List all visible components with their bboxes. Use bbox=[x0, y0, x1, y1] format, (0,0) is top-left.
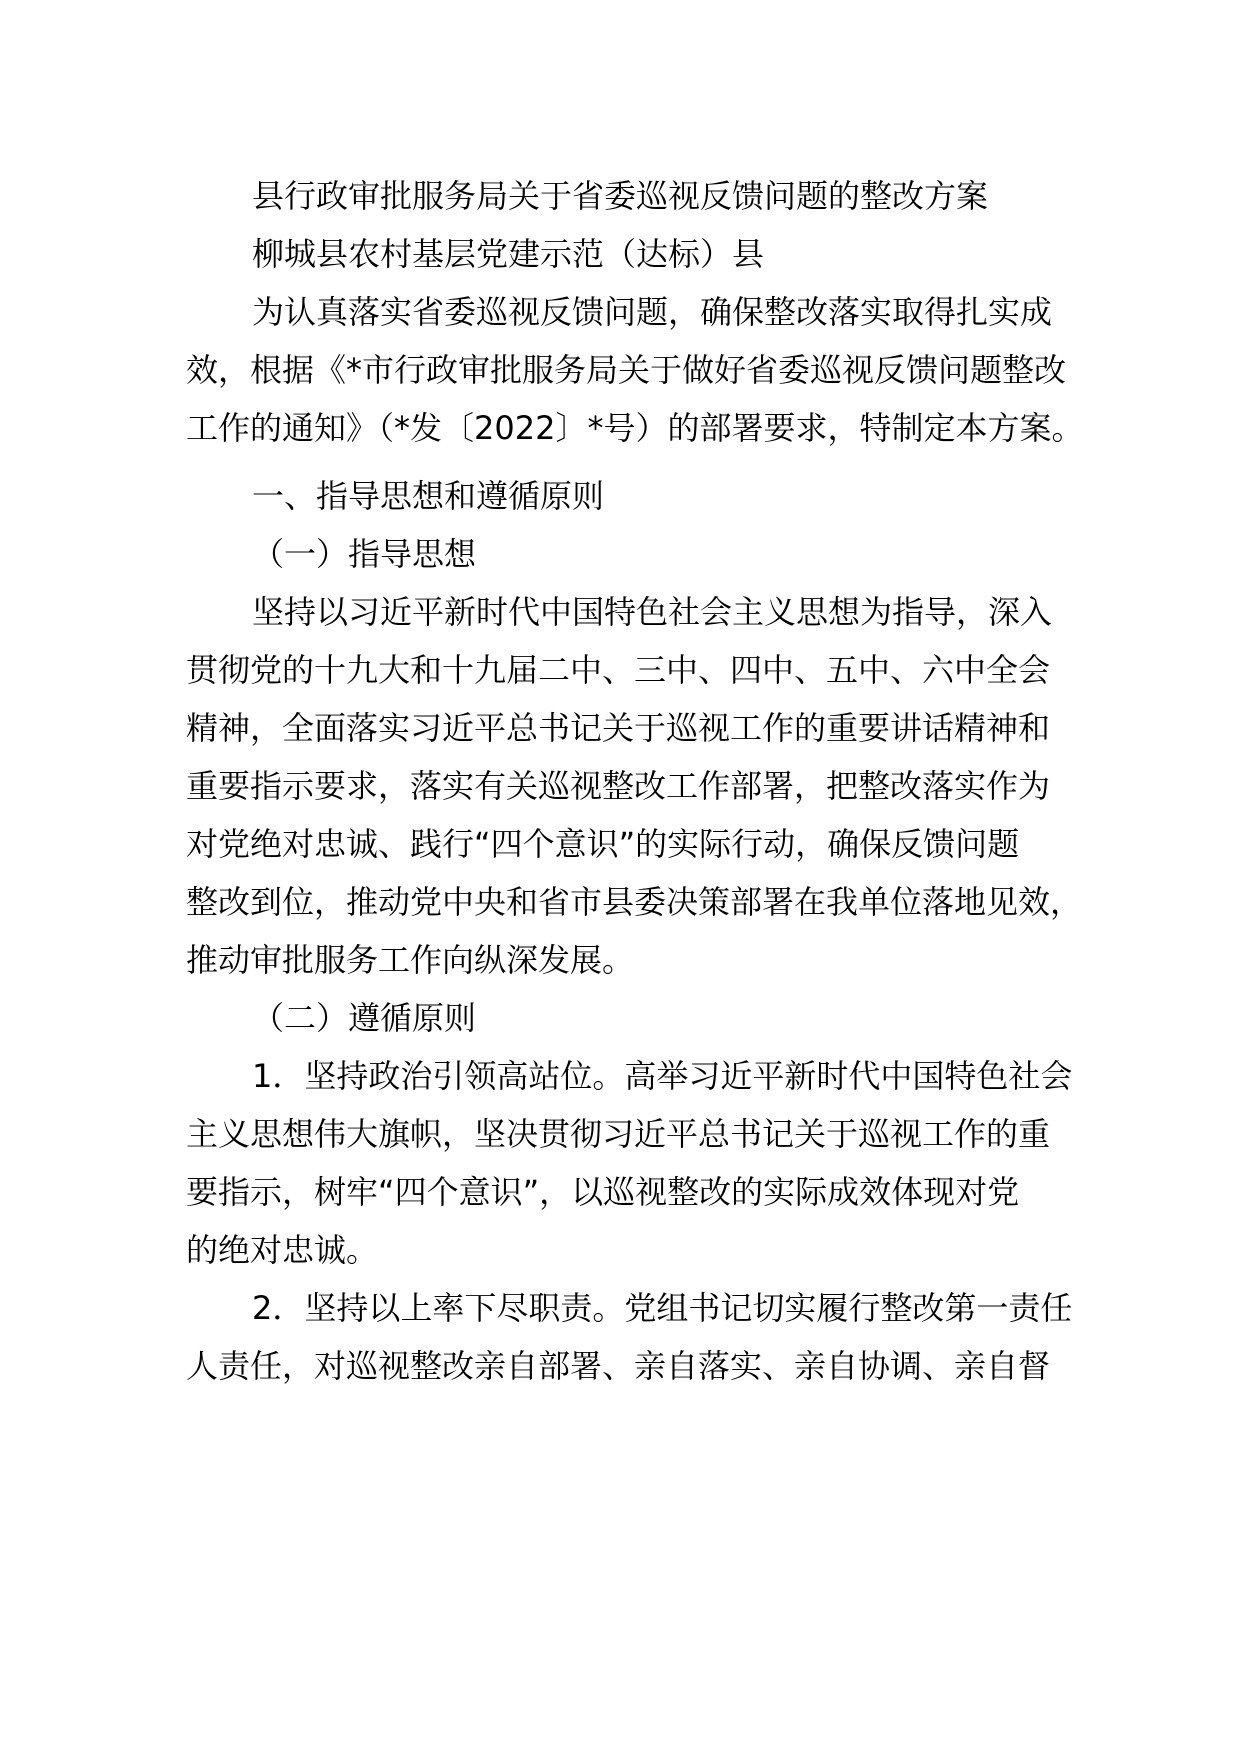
body-line: 推动审批服务工作向纵深发展。 bbox=[186, 941, 635, 979]
principle-line: 主义思想伟大旗帜，坚决贯彻习近平总书记关于巡视工作的重 bbox=[186, 1115, 1051, 1153]
body-line: 重要指示要求，落实有关巡视整改工作部署，把整改落实作为 bbox=[186, 767, 1051, 805]
subsection-heading: （二）遵循原则 bbox=[252, 999, 477, 1037]
principle-line: 2．坚持以上率下尽职责。党组书记切实履行整改第一责任 bbox=[252, 1289, 1073, 1327]
body-line: 精神，全面落实习近平总书记关于巡视工作的重要讲话精神和 bbox=[186, 709, 1051, 747]
body-line: 整改到位，推动党中央和省市县委决策部署在我单位落地见效， bbox=[186, 883, 1083, 921]
body-line: 对党绝对忠诚、践行“四个意识”的实际行动，确保反馈问题 bbox=[186, 825, 1020, 863]
intro-line: 效，根据《*市行政审批服务局关于做好省委巡视反馈问题整改 bbox=[186, 351, 1067, 389]
subsection-heading: （一）指导思想 bbox=[252, 535, 477, 573]
principle-line: 1．坚持政治引领高站位。高举习近平新时代中国特色社会 bbox=[252, 1057, 1073, 1095]
principle-line: 的绝对忠诚。 bbox=[186, 1231, 379, 1269]
principle-line: 要指示，树牢“四个意识”，以巡视整改的实际成效体现对党 bbox=[186, 1173, 1020, 1211]
body-line: 贯彻党的十九大和十九届二中、三中、四中、五中、六中全会 bbox=[186, 651, 1051, 689]
intro-line: 工作的通知》（*发〔2022〕*号）的部署要求，特制定本方案。 bbox=[186, 409, 1084, 447]
document-title: 县行政审批服务局关于省委巡视反馈问题的整改方案 bbox=[252, 177, 989, 215]
body-line: 坚持以习近平新时代中国特色社会主义思想为指导，深入 bbox=[252, 593, 1053, 631]
principle-line: 人责任，对巡视整改亲自部署、亲自落实、亲自协调、亲自督 bbox=[186, 1347, 1051, 1385]
document-subtitle: 柳城县农村基层党建示范（达标）县 bbox=[252, 235, 765, 273]
section-heading: 一、指导思想和遵循原则 bbox=[252, 477, 605, 515]
intro-line: 为认真落实省委巡视反馈问题，确保整改落实取得扎实成 bbox=[252, 293, 1053, 331]
